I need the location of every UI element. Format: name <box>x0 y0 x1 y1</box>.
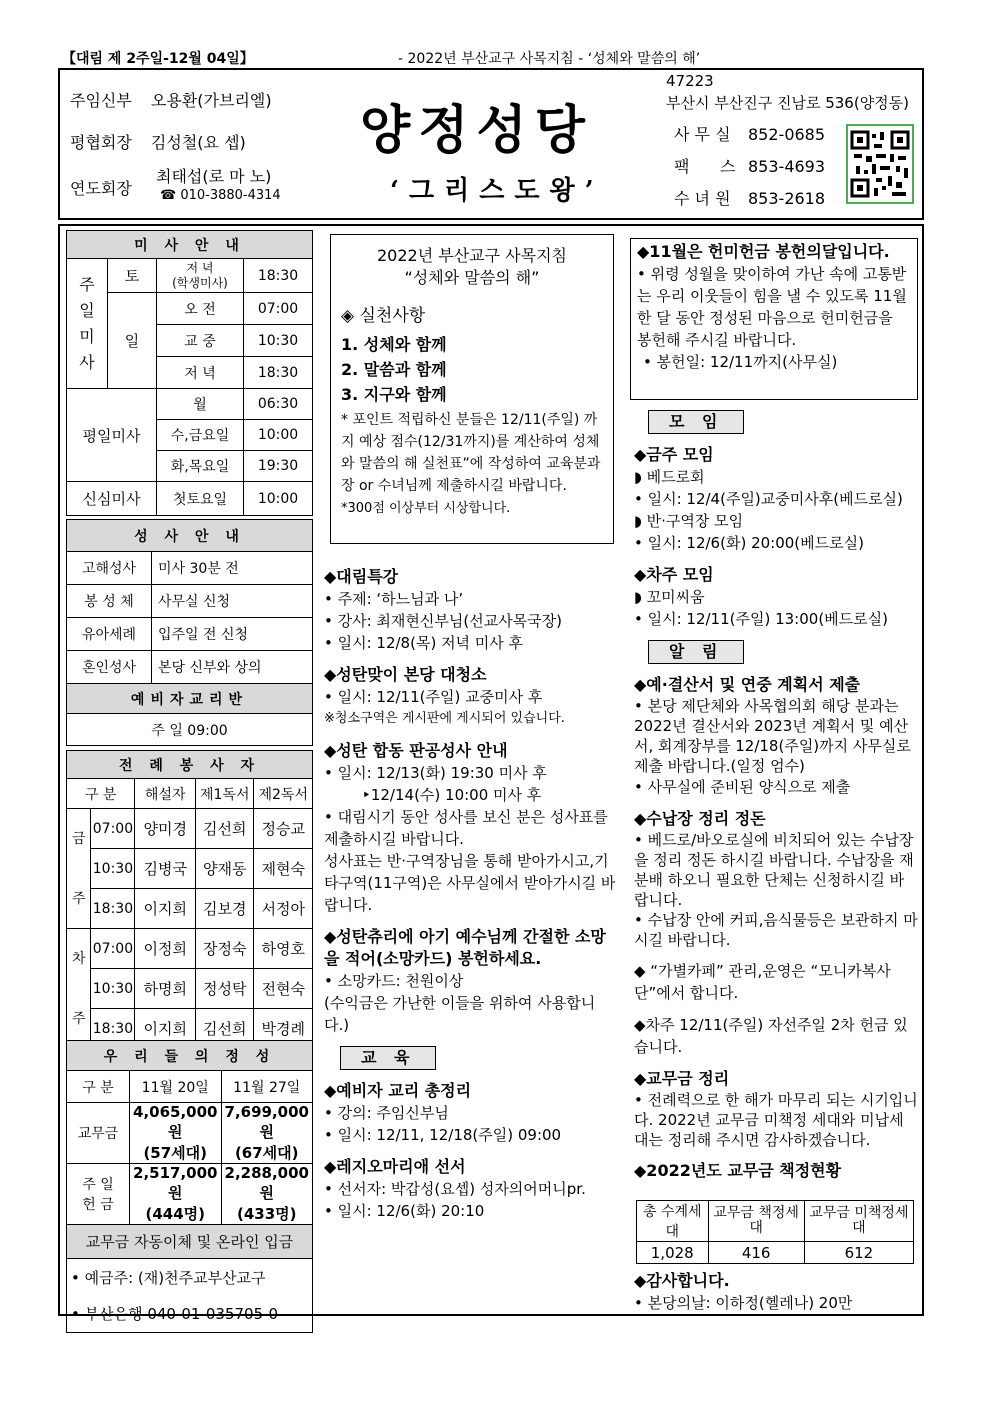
sacrament-table <box>66 519 313 746</box>
address: 부산시 부산진구 진남로 536(양정동) <box>666 94 910 112</box>
servers-title: 전 례 봉 사 자 <box>67 751 313 779</box>
catechism-item: • 강의: 주임신부님 <box>324 1104 449 1122</box>
server-name: 이정희 <box>135 929 196 969</box>
saturday-mass-name: 저 녁 (학생미사) <box>157 259 244 293</box>
fax-label: 팩 스 <box>674 157 736 176</box>
mass-title: 미 사 안 내 <box>67 231 313 259</box>
server-name: 김선희 <box>196 1009 254 1049</box>
rice-offering-box <box>630 238 918 400</box>
parish-title: 양정성당 <box>360 100 593 161</box>
advent-heading: ◆대림특강 <box>324 567 399 586</box>
meeting-item: • 일시: 12/6(화) 20:00(베드로실) <box>634 534 864 552</box>
catechumen-time: 주 일 09:00 <box>67 714 313 746</box>
sun-mass-name: 오 전 <box>157 293 244 325</box>
weekday-mass-name: 화,목요일 <box>157 451 244 482</box>
offering-amount: 2,517,000원 (444명) <box>130 1164 222 1225</box>
bank-info <box>67 1259 313 1333</box>
weekday-mass-label: 평일미사 <box>67 389 157 482</box>
devotion-mass-time: 10:00 <box>244 482 313 516</box>
confession-heading: ◆성탄 합동 판공성사 안내 <box>324 741 508 760</box>
sun-mass-name: 교 중 <box>157 325 244 357</box>
next-week-meetings-heading: ◆차주 모임 <box>634 565 714 584</box>
dues-status-value: 1,028 <box>637 1242 709 1264</box>
server-name: 이지희 <box>135 1009 196 1049</box>
issue-date: 【대림 제 2주일-12월 04일】 <box>62 51 254 67</box>
servers-header: 제1독서 <box>196 779 254 809</box>
legio-item: • 일시: 12/6(화) 20:10 <box>324 1202 485 1220</box>
yeondo-role: 연도회장 <box>70 179 132 198</box>
thanks-text: • 본당의날: 이하정(헬레나) 20만 <box>634 1294 853 1312</box>
catechism-item: • 일시: 12/11, 12/18(주일) 09:00 <box>324 1126 562 1144</box>
cleaning-item: ※청소구역은 게시판에 게시되어 있습니다. <box>324 711 565 726</box>
office-number: 852-0685 <box>748 125 826 144</box>
advent-item: • 주제: ‘하느님과 나’ <box>324 590 464 608</box>
legio-item: • 선서자: 박갑성(요셉) 성자의어머니pr. <box>324 1180 586 1198</box>
mass-table <box>66 230 313 516</box>
server-name: 장정숙 <box>196 929 254 969</box>
server-name: 정성탁 <box>196 969 254 1009</box>
account-holder: • 예금주: (재)천주교부산교구 <box>71 1268 266 1287</box>
bank-account: • 부산은행 040-01-035705-0 <box>71 1304 279 1323</box>
education-label: 교 육 <box>340 1046 436 1070</box>
postal-code: 47223 <box>666 72 714 90</box>
offering-header: 11월 27일 <box>221 1071 313 1103</box>
server-time: 18:30 <box>91 889 135 929</box>
award-note: *300점 이상부터 시상합니다. <box>341 501 511 516</box>
contact-convent <box>674 186 825 209</box>
weekday-mass-time: 19:30 <box>244 451 313 482</box>
meeting-item: ◗ 반·구역장 모임 <box>634 512 744 530</box>
dues-text: • 전례력으로 한 해가 마무리 되는 시기입니다. 2022년 교무금 미책정 세대와 미납세대는 정리해 주시면 감사하겠습니다. <box>634 1091 918 1149</box>
notices-label: 알 림 <box>648 640 744 664</box>
sacrament-title: 성 사 안 내 <box>67 520 313 552</box>
saturday-mass-time: 18:30 <box>244 259 313 293</box>
sacrament-key: 봉 성 체 <box>67 585 152 618</box>
dues-status-table <box>636 1200 914 1264</box>
sun-mass-name: 저 녁 <box>157 357 244 389</box>
dues-heading: ◆교무금 정리 <box>634 1069 730 1088</box>
pastor-role: 주임신부 <box>70 91 132 110</box>
server-name: 이지희 <box>135 889 196 929</box>
practice-list <box>341 332 613 407</box>
devotion-mass-label: 신심미사 <box>67 482 157 516</box>
next-week-label: 차 주 <box>67 929 91 1049</box>
weekday-mass-name: 월 <box>157 389 244 420</box>
offering-header: 11월 20일 <box>130 1071 222 1103</box>
offering-amount: 7,699,000원 (67세대) <box>221 1103 313 1164</box>
sacrament-value: 미사 30분 전 <box>152 552 313 585</box>
meeting-item: ◗ 베드로회 <box>634 468 705 486</box>
weekday-mass-time: 10:00 <box>244 420 313 451</box>
cabinet-item: • 수납장 안에 커피,음식물등은 보관하지 마시길 바랍니다. <box>634 911 918 949</box>
dues-status-header: 교무금 책정세대 <box>708 1201 804 1242</box>
catechism-heading: ◆예비자 교리 총정리 <box>324 1081 472 1100</box>
offering-key: 주 일 헌 금 <box>67 1164 130 1225</box>
advent-item: • 강사: 최재현신부님(선교사목국장) <box>324 612 563 630</box>
council-row <box>70 130 246 153</box>
this-week-meetings-heading: ◆금주 모임 <box>634 445 714 464</box>
right-notices <box>634 410 918 1182</box>
qr-code-icon[interactable] <box>846 124 914 204</box>
practice-item: 3. 지구와 함께 <box>341 385 447 404</box>
practice-item: 1. 성체와 함께 <box>341 335 447 354</box>
sacrament-value: 입주일 전 신청 <box>152 618 313 651</box>
offering-table <box>66 1040 313 1333</box>
meeting-item: ◗ 꼬미씨움 <box>634 588 705 606</box>
point-note: * 포인트 적립하신 분들은 12/11(주일) 까지 예상 점수(12/31까지)를 계산하여 성체와 말씀의 해 실천표”에 작성하여 교육분과장 or 수녀님께 제출하시길 바랍니다. <box>341 412 601 494</box>
rice-offering-heading: ◆11월은 헌미헌금 봉헌의달입니다. <box>637 242 890 261</box>
pastor-row <box>70 88 272 111</box>
server-name: 양재동 <box>196 849 254 889</box>
confession-item: ‣12/14(수) 10:00 미사 후 <box>362 786 542 804</box>
server-time: 07:00 <box>91 809 135 849</box>
server-name: 김병국 <box>135 849 196 889</box>
server-name: 정승교 <box>254 809 313 849</box>
sacrament-value: 본당 신부와 상의 <box>152 651 313 684</box>
budget-item: • 사무실에 준비된 양식으로 제출 <box>634 778 851 796</box>
wish-card-item: (수익금은 가난한 이들을 위하여 사용합니다.) <box>324 994 596 1034</box>
confession-item: 성사표는 반·구역장님을 통해 받아가시고,기타구역(11구역)은 사무실에서 받아가시길 바랍니다. <box>324 852 616 914</box>
second-collection-notice: ◆차주 12/11(주일) 자선주일 2차 헌금 있습니다. <box>634 1016 908 1056</box>
servers-header: 구 분 <box>67 779 135 809</box>
convent-number: 853-2618 <box>748 189 826 208</box>
advent-item: • 일시: 12/8(목) 저녁 미사 후 <box>324 634 524 652</box>
servers-header: 제2독서 <box>254 779 313 809</box>
server-name: 김선희 <box>196 809 254 849</box>
server-name: 하영호 <box>254 929 313 969</box>
legio-heading: ◆레지오마리애 선서 <box>324 1157 466 1176</box>
pastoral-box <box>330 234 614 544</box>
offering-amount: 2,288,000원 (433명) <box>221 1164 313 1225</box>
server-name: 박경례 <box>254 1009 313 1049</box>
header <box>58 68 924 220</box>
cabinet-item: • 베드로/바오로실에 비치되어 있는 수납장을 정리 정돈 하시길 바랍니다. 수납장을 재분배 하오니 필요한 단체는 신청하시길 바랍니다. <box>634 831 914 909</box>
budget-item: • 본당 제단체와 사목협의회 해당 분과는 2022년 결산서와 2023년 계획서 및 예산서, 회계장부를 12/18(주일)까지 사무실로 제출 바랍니다.(일정 엄수) <box>634 697 911 775</box>
servers-header: 해설자 <box>135 779 196 809</box>
dues-status-header: 교무금 미책정세대 <box>804 1201 913 1242</box>
pastor-name: 오용환(가브리엘) <box>150 91 272 110</box>
sun-mass-time: 07:00 <box>244 293 313 325</box>
server-name: 제현숙 <box>254 849 313 889</box>
server-time: 18:30 <box>91 1009 135 1049</box>
convent-label: 수 녀 원 <box>674 189 731 208</box>
budget-heading: ◆예·결산서 및 연중 계획서 제출 <box>634 675 861 694</box>
diocese-motto: - 2022년 부산교구 사목지침 - ‘성체와 말씀의 해’ <box>398 51 701 67</box>
server-time: 10:30 <box>91 849 135 889</box>
servers-table <box>66 750 313 1049</box>
server-time: 10:30 <box>91 969 135 1009</box>
council-role: 평협회장 <box>70 133 132 152</box>
weekday-mass-name: 수,금요일 <box>157 420 244 451</box>
cleaning-item: • 일시: 12/11(주일) 교중미사 후 <box>324 688 543 706</box>
contact-fax <box>674 154 825 177</box>
server-name: 양미경 <box>135 809 196 849</box>
server-name: 김보경 <box>196 889 254 929</box>
thanks-section <box>634 1270 918 1314</box>
server-name: 전현숙 <box>254 969 313 1009</box>
sun-mass-time: 18:30 <box>244 357 313 389</box>
parish-subtitle: ‘그리스도왕’ <box>390 176 604 206</box>
yeondo-name: 최태섭(로 마 노) <box>156 167 272 186</box>
rice-offering-date: • 봉헌일: 12/11까지(사무실) <box>643 353 838 371</box>
sacrament-value: 사무실 신청 <box>152 585 313 618</box>
wish-card-heading: ◆성탄츄리에 아기 예수님께 간절한 소망을 적어(소망카드) 봉헌하세요. <box>324 927 606 968</box>
fax-number: 853-4693 <box>748 157 826 176</box>
dues-status-value: 416 <box>708 1242 804 1264</box>
server-name: 서정아 <box>254 889 313 929</box>
dues-status-value: 612 <box>804 1242 913 1264</box>
auto-transfer-title: 교무금 자동이체 및 온라인 입금 <box>67 1225 313 1259</box>
sunday-mass-label: 주 일 미 사 <box>67 259 108 389</box>
devotion-mass-name: 첫토요일 <box>157 482 244 516</box>
contact-office <box>674 122 825 145</box>
wish-card-item: • 소망카드: 천원이상 <box>324 972 464 990</box>
sun-mass-time: 10:30 <box>244 325 313 357</box>
council-name: 김성철(요 셉) <box>150 133 246 152</box>
sunday-label: 일 <box>108 293 157 389</box>
cabinet-heading: ◆수납장 정리 정돈 <box>634 809 766 828</box>
sacrament-key: 유아세례 <box>67 618 152 651</box>
offering-key: 교무금 <box>67 1103 130 1164</box>
this-week-label: 금 주 <box>67 809 91 929</box>
rice-offering-text: • 위령 성월을 맞이하여 가난 속에 고통받는 우리 이웃들이 힘을 낼 수 있도록 11월 한 달 동안 정성된 마음으로 헌미헌금을 봉헌해 주시길 바랍니다. <box>637 265 907 349</box>
confession-item: • 대림시기 동안 성사를 보신 분은 성사표를 제출하시길 바랍니다. <box>324 808 608 848</box>
sacrament-key: 혼인성사 <box>67 651 152 684</box>
yeondo-phone: ☎ 010-3880-4314 <box>160 188 281 203</box>
server-name: 하명희 <box>135 969 196 1009</box>
dues-status-heading: ◆2022년도 교무금 책정현황 <box>634 1161 842 1180</box>
practice-item: 2. 말씀과 함께 <box>341 360 447 379</box>
meeting-item: • 일시: 12/4(주일)교중미사후(베드로실) <box>634 490 903 508</box>
cafe-notice: ◆ “가별카페” 관리,운영은 “모니카복사단”에서 합니다. <box>634 962 891 1002</box>
weekday-mass-time: 06:30 <box>244 389 313 420</box>
meeting-item: • 일시: 12/11(주일) 13:00(베드로실) <box>634 610 888 628</box>
saturday-label: 토 <box>108 259 157 293</box>
pastoral-title: 2022년 부산교구 사목지침 “성체와 말씀의 해” <box>377 246 567 287</box>
sacrament-key: 고해성사 <box>67 552 152 585</box>
office-label: 사 무 실 <box>674 125 731 144</box>
server-time: 07:00 <box>91 929 135 969</box>
practice-heading: ◈ 실천사항 <box>341 306 426 326</box>
meetings-label: 모 임 <box>648 410 744 434</box>
offering-title: 우 리 들 의 정 성 <box>67 1041 313 1071</box>
catechumen-title: 예비자교리반 <box>67 684 313 714</box>
cleaning-heading: ◆성탄맞이 본당 대청소 <box>324 665 487 684</box>
dues-status-header: 총 수계세대 <box>637 1201 709 1242</box>
thanks-heading: ◆감사합니다. <box>634 1271 730 1290</box>
offering-amount: 4,065,000원 (57세대) <box>130 1103 222 1164</box>
offering-header: 구 분 <box>67 1071 130 1103</box>
middle-notices <box>324 566 620 1222</box>
confession-item: • 일시: 12/13(화) 19:30 미사 후 <box>324 764 547 782</box>
